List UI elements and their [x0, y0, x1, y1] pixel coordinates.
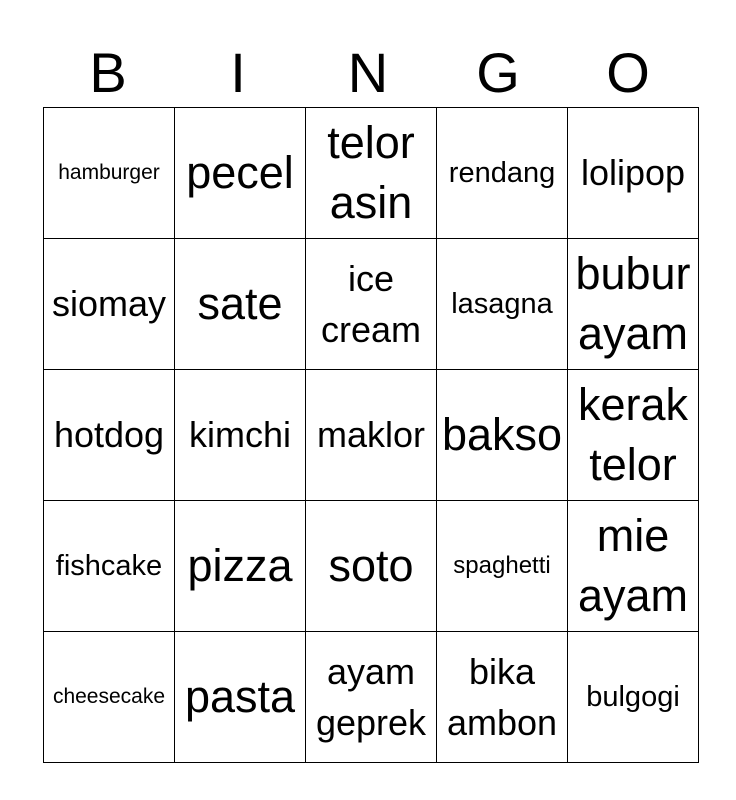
- bingo-cell[interactable]: telor asin: [306, 108, 437, 239]
- bingo-cell[interactable]: siomay: [44, 239, 175, 370]
- bingo-cell[interactable]: hamburger: [44, 108, 175, 239]
- header-letter-o: O: [606, 41, 650, 104]
- bingo-cell[interactable]: ayam geprek: [306, 632, 437, 763]
- bingo-cell[interactable]: rendang: [437, 108, 568, 239]
- bingo-header: [43, 40, 693, 106]
- bingo-cell[interactable]: pizza: [175, 501, 306, 632]
- bingo-cell[interactable]: sate: [175, 239, 306, 370]
- bingo-cell[interactable]: mie ayam: [568, 501, 699, 632]
- bingo-cell[interactable]: kerak telor: [568, 370, 699, 501]
- header-letter-n: N: [347, 41, 389, 104]
- bingo-cell[interactable]: pasta: [175, 632, 306, 763]
- bingo-card: [43, 107, 699, 763]
- bingo-row: [44, 501, 699, 632]
- bingo-cell[interactable]: cheesecake: [44, 632, 175, 763]
- bingo-cell[interactable]: bika ambon: [437, 632, 568, 763]
- bingo-cell[interactable]: bulgogi: [568, 632, 699, 763]
- bingo-cell[interactable]: spaghetti: [437, 501, 568, 632]
- bingo-row: [44, 239, 699, 370]
- bingo-cell[interactable]: ice cream: [306, 239, 437, 370]
- bingo-row: [44, 108, 699, 239]
- bingo-row: [44, 632, 699, 763]
- bingo-cell[interactable]: lolipop: [568, 108, 699, 239]
- bingo-row: [44, 370, 699, 501]
- bingo-cell[interactable]: bubur ayam: [568, 239, 699, 370]
- header-letter-b: B: [89, 41, 127, 104]
- bingo-cell[interactable]: pecel: [175, 108, 306, 239]
- bingo-cell[interactable]: bakso: [437, 370, 568, 501]
- bingo-cell[interactable]: hotdog: [44, 370, 175, 501]
- bingo-cell[interactable]: maklor: [306, 370, 437, 501]
- header-letter-g: G: [476, 41, 520, 104]
- header-letter-i: I: [230, 41, 246, 104]
- bingo-cell[interactable]: fishcake: [44, 501, 175, 632]
- bingo-cell[interactable]: soto: [306, 501, 437, 632]
- bingo-cell[interactable]: kimchi: [175, 370, 306, 501]
- bingo-cell[interactable]: lasagna: [437, 239, 568, 370]
